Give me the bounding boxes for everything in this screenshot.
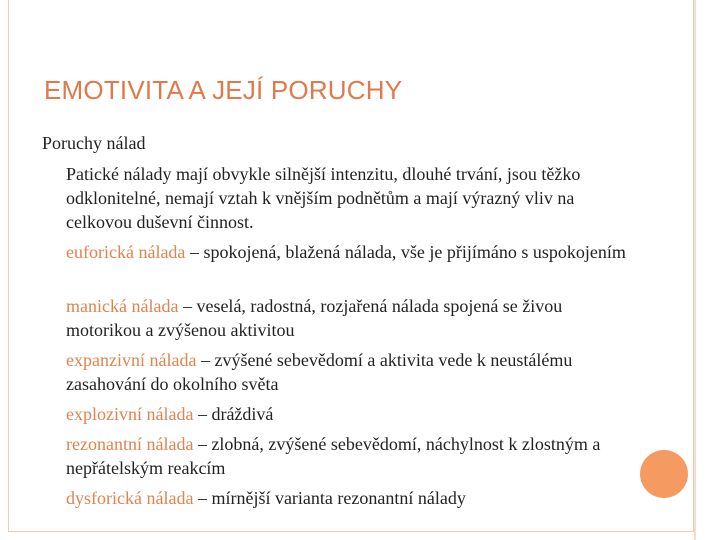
term: manická nálada xyxy=(66,296,179,316)
description: – zvýšené sebevědomí a aktivita vede k neustálému zasahování do okolního světa xyxy=(66,350,573,394)
slide-title: EMOTIVITA A JEJÍ PORUCHY xyxy=(44,75,403,105)
intro-paragraph: Patické nálady mají obvykle silnější intenzitu, dlouhé trvání, jsou těžko odklonitelné, nemají vztah k vnějším podnětům a mají výrazný vliv na celkovou duševní činnost. xyxy=(66,164,581,232)
description: – dráždivá xyxy=(193,404,274,424)
term: dysforická nálada xyxy=(66,488,194,508)
description: – mírnější varianta rezonantní nálady xyxy=(193,488,466,508)
description: – veselá, radostná, rozjařená nálada spojená se živou motorikou a zvýšenou aktivitou xyxy=(66,296,563,340)
list-item xyxy=(66,402,626,426)
description: – zlobná, zvýšené sebevědomí, náchylnost k zlostným a nepřátelským reakcím xyxy=(66,434,601,478)
term: euforická nálada xyxy=(66,242,186,262)
list-item xyxy=(66,294,626,342)
decorative-circle xyxy=(640,450,688,498)
term: expanzivní nálada xyxy=(66,350,197,370)
list-item xyxy=(66,348,626,396)
slide-edge-decoration xyxy=(694,0,696,540)
description: – spokojená, blažená nálada, vše je přijímáno s uspokojením xyxy=(185,242,626,262)
term: explozivní nálada xyxy=(66,404,194,424)
list-item xyxy=(66,240,626,264)
list-item xyxy=(66,486,626,510)
subheading: Poruchy nálad xyxy=(42,133,146,153)
term: rezonantní nálada xyxy=(66,434,194,454)
list-item xyxy=(66,432,626,480)
